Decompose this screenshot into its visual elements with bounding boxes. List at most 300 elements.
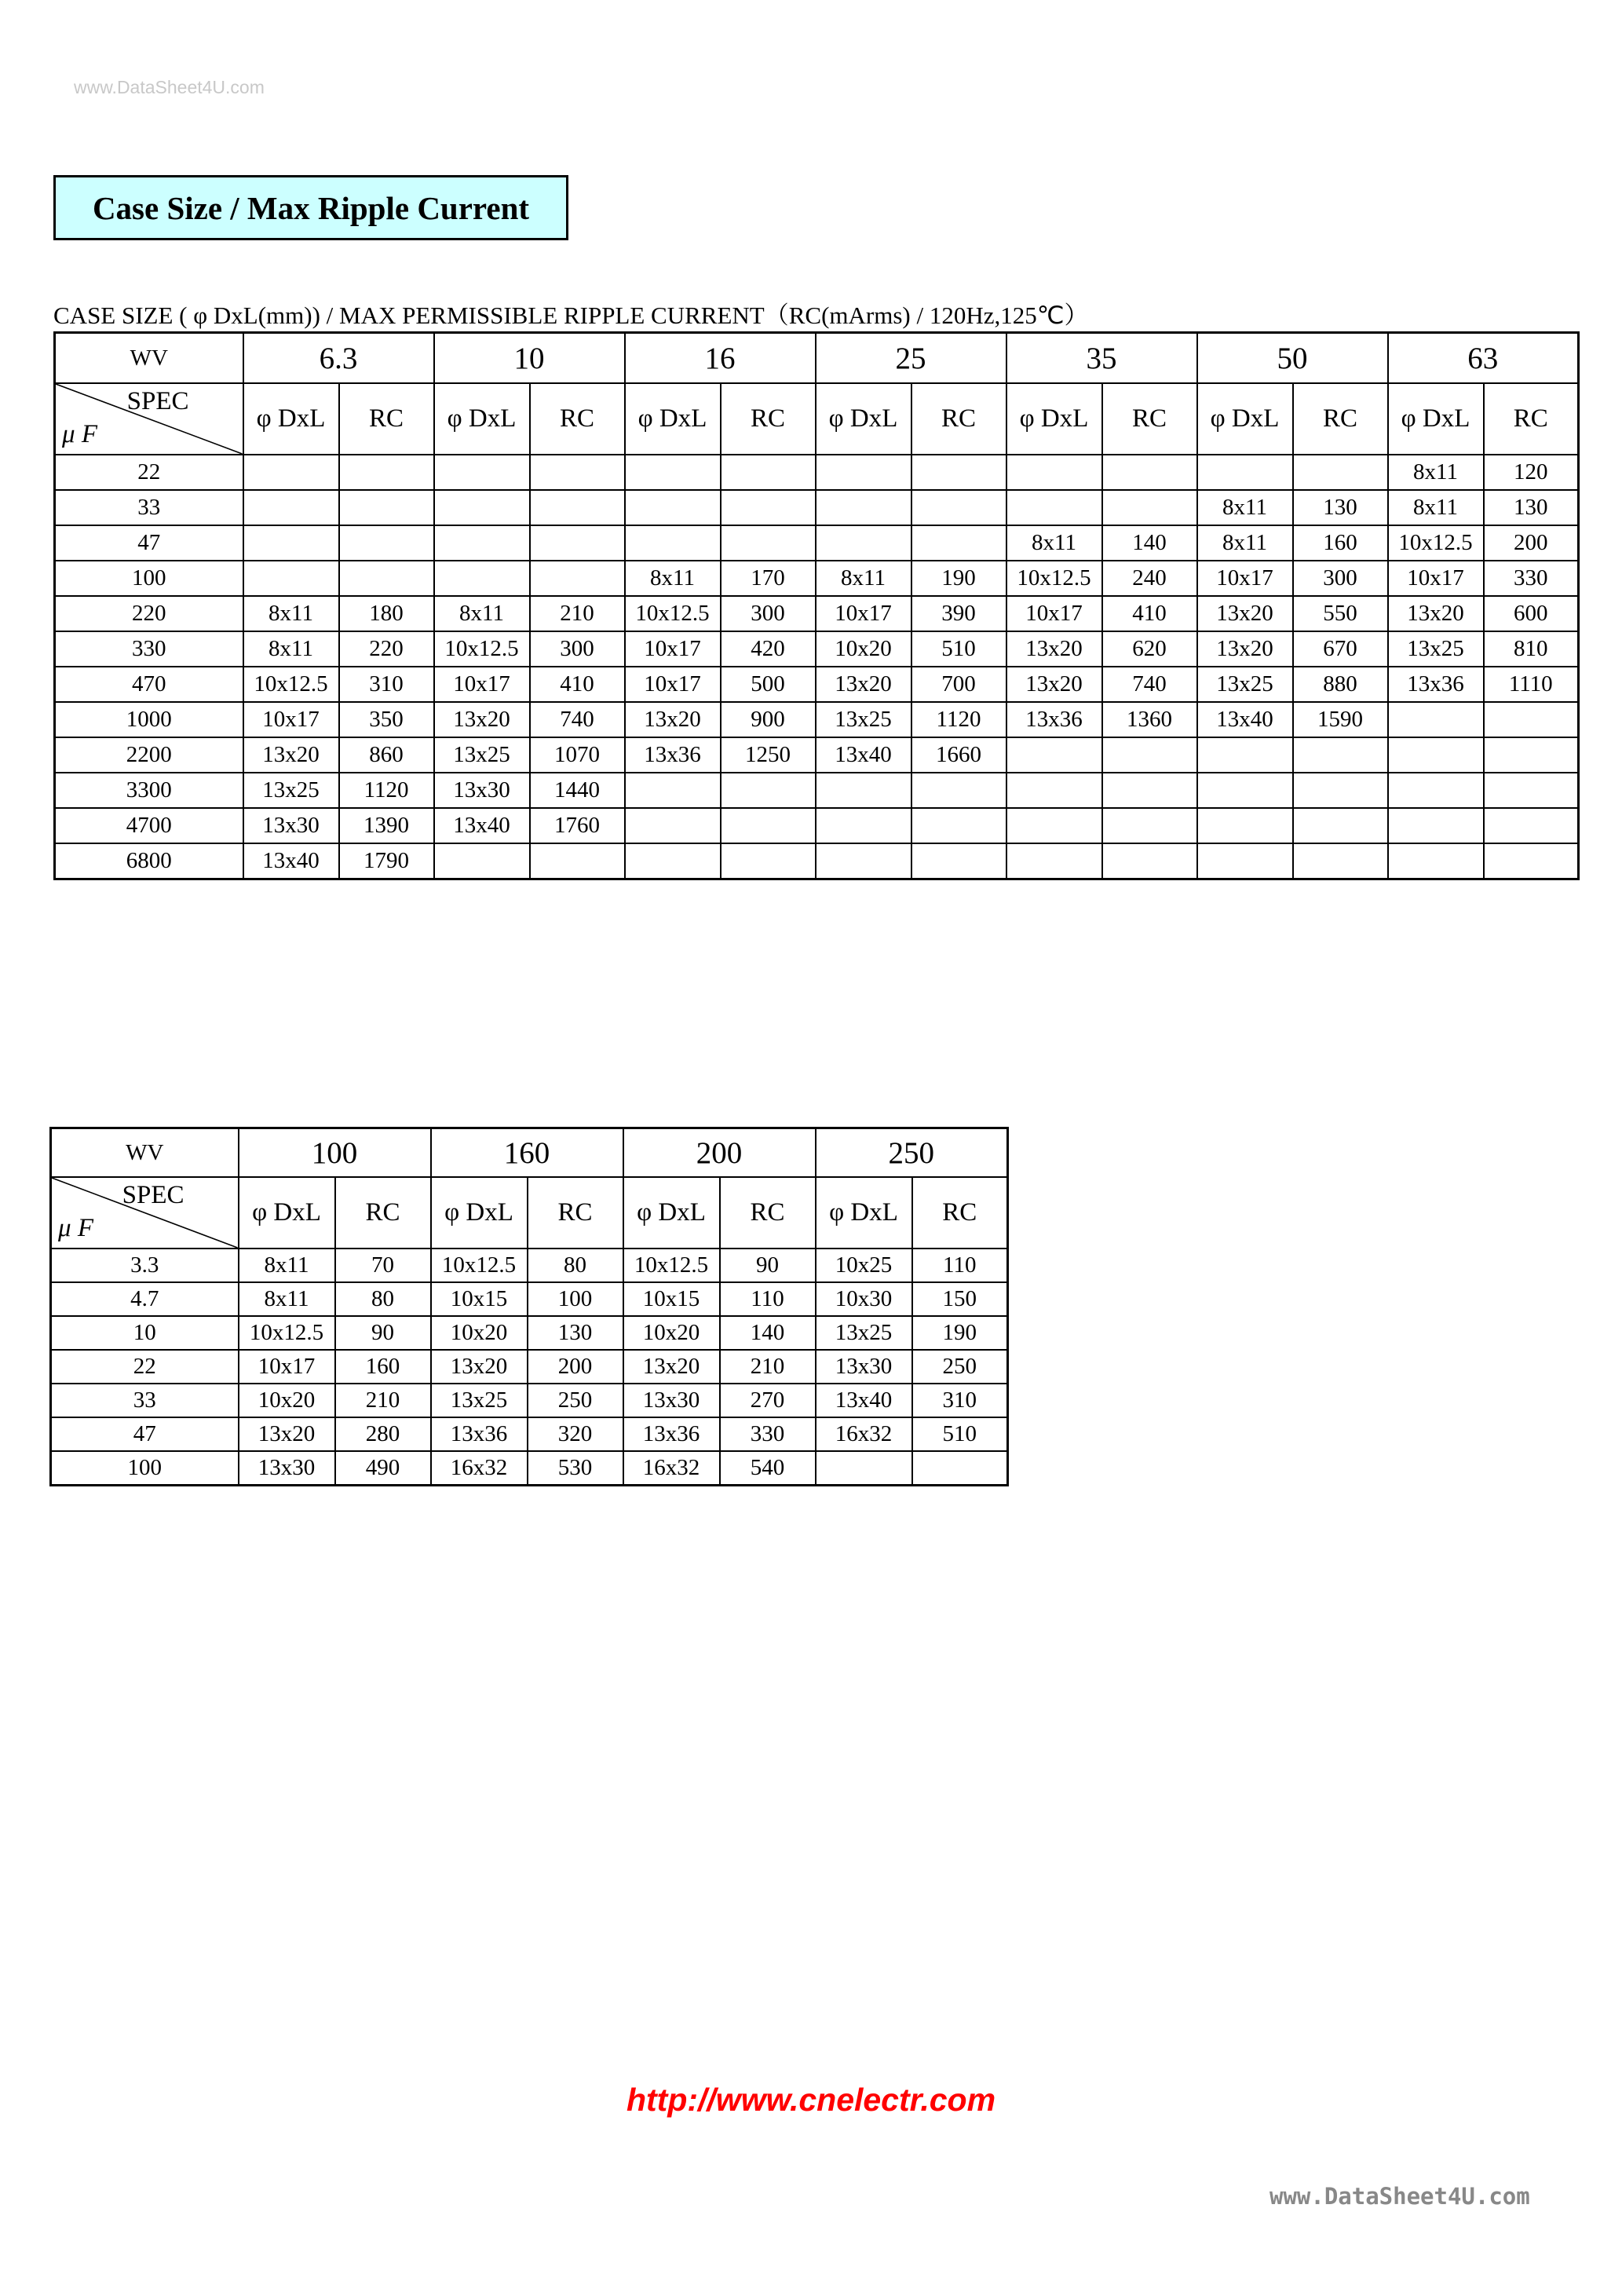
case-size-cell: 13x25 — [1197, 667, 1293, 702]
ripple-current-cell: 740 — [1102, 667, 1197, 702]
case-size-cell: 8x11 — [1388, 455, 1484, 490]
dxl-header: φ DxL — [816, 1177, 912, 1249]
case-size-cell: 10x12.5 — [1388, 525, 1484, 561]
ripple-current-cell: 700 — [911, 667, 1006, 702]
ripple-current-cell — [912, 1451, 1008, 1486]
case-size-cell — [816, 490, 911, 525]
case-size-cell: 13x30 — [239, 1451, 335, 1486]
case-size-cell: 10x25 — [816, 1249, 912, 1282]
ripple-current-cell: 1390 — [339, 808, 434, 843]
dxl-header: φ DxL — [623, 1177, 720, 1249]
ripple-current-cell — [1293, 843, 1388, 879]
case-size-cell — [1006, 843, 1102, 879]
capacitance-cell: 47 — [51, 1417, 239, 1451]
case-size-cell: 13x20 — [1006, 667, 1102, 702]
ripple-current-cell: 210 — [530, 596, 625, 631]
table-row — [55, 667, 1579, 702]
voltage-header: 16 — [625, 333, 816, 384]
ripple-current-cell: 540 — [720, 1451, 816, 1486]
dxl-header: φ DxL — [1006, 383, 1102, 455]
voltage-header: 25 — [816, 333, 1006, 384]
case-size-cell: 10x20 — [623, 1316, 720, 1350]
case-size-cell: 13x20 — [1197, 631, 1293, 667]
ripple-current-cell — [1102, 808, 1197, 843]
ripple-current-cell: 740 — [530, 702, 625, 737]
ripple-current-cell — [339, 455, 434, 490]
ripple-current-cell: 1660 — [911, 737, 1006, 773]
ripple-current-cell — [1293, 737, 1388, 773]
ripple-current-cell: 210 — [720, 1350, 816, 1384]
section-title-text: Case Size / Max Ripple Current — [92, 189, 530, 226]
ripple-current-cell — [530, 561, 625, 596]
ripple-current-cell: 330 — [720, 1417, 816, 1451]
watermark-bottom: www.DataSheet4U.com — [1269, 2183, 1530, 2210]
ripple-current-cell: 210 — [335, 1384, 431, 1417]
case-size-cell — [816, 843, 911, 879]
case-size-cell: 8x11 — [816, 561, 911, 596]
case-size-cell: 10x17 — [239, 1350, 335, 1384]
ripple-current-cell: 410 — [530, 667, 625, 702]
wv-label: WV — [55, 333, 243, 384]
ripple-current-cell: 320 — [528, 1417, 623, 1451]
ripple-current-cell: 180 — [339, 596, 434, 631]
case-size-cell — [1388, 702, 1484, 737]
case-size-cell — [243, 455, 339, 490]
case-size-cell — [434, 525, 530, 561]
ripple-current-cell: 80 — [528, 1249, 623, 1282]
case-size-cell: 10x17 — [434, 667, 530, 702]
ripple-current-cell: 1760 — [530, 808, 625, 843]
rc-header: RC — [339, 383, 434, 455]
voltage-header: 100 — [239, 1128, 431, 1178]
case-size-cell: 8x11 — [243, 596, 339, 631]
uf-label: μ F — [62, 420, 97, 448]
ripple-current-cell — [721, 525, 816, 561]
ripple-current-cell: 130 — [1484, 490, 1579, 525]
ripple-current-cell: 510 — [912, 1417, 1008, 1451]
ripple-current-cell: 270 — [720, 1384, 816, 1417]
voltage-header: 50 — [1197, 333, 1388, 384]
ripple-current-cell: 140 — [720, 1316, 816, 1350]
ripple-current-cell — [1293, 773, 1388, 808]
table-row — [51, 1384, 1008, 1417]
capacitance-cell: 47 — [55, 525, 243, 561]
ripple-current-cell: 420 — [721, 631, 816, 667]
ripple-current-cell: 160 — [335, 1350, 431, 1384]
case-size-cell: 13x20 — [1388, 596, 1484, 631]
rc-header: RC — [721, 383, 816, 455]
case-size-cell — [434, 561, 530, 596]
capacitance-cell: 4.7 — [51, 1282, 239, 1316]
ripple-current-cell: 250 — [528, 1384, 623, 1417]
spec-label: SPEC — [126, 387, 189, 415]
ripple-current-cell: 670 — [1293, 631, 1388, 667]
ripple-current-cell — [530, 455, 625, 490]
capacitance-cell: 3300 — [55, 773, 243, 808]
ripple-current-cell: 80 — [335, 1282, 431, 1316]
ripple-current-cell — [1102, 455, 1197, 490]
case-size-cell — [1388, 773, 1484, 808]
rc-header: RC — [528, 1177, 623, 1249]
case-size-cell — [434, 843, 530, 879]
case-size-cell: 10x12.5 — [434, 631, 530, 667]
table-row — [55, 631, 1579, 667]
ripple-current-cell — [1484, 808, 1579, 843]
capacitance-cell: 330 — [55, 631, 243, 667]
case-size-cell: 13x20 — [816, 667, 911, 702]
case-size-cell: 8x11 — [1197, 525, 1293, 561]
table-row — [55, 702, 1579, 737]
ripple-table-high-voltage — [49, 1127, 1009, 1486]
ripple-current-cell — [339, 525, 434, 561]
case-size-cell: 13x25 — [1388, 631, 1484, 667]
case-size-cell: 13x36 — [623, 1417, 720, 1451]
case-size-cell — [1388, 843, 1484, 879]
case-size-cell: 16x32 — [816, 1417, 912, 1451]
case-size-cell — [625, 455, 721, 490]
case-size-cell: 8x11 — [243, 631, 339, 667]
table-row — [55, 737, 1579, 773]
case-size-cell — [1006, 737, 1102, 773]
ripple-current-cell: 120 — [1484, 455, 1579, 490]
ripple-current-cell: 280 — [335, 1417, 431, 1451]
dxl-header: φ DxL — [816, 383, 911, 455]
voltage-header: 200 — [623, 1128, 816, 1178]
table-row — [55, 808, 1579, 843]
case-size-cell: 10x12.5 — [243, 667, 339, 702]
table-row — [51, 1316, 1008, 1350]
case-size-cell — [816, 808, 911, 843]
case-size-cell — [816, 525, 911, 561]
footer-url-link[interactable]: http://www.cnelectr.com — [626, 2082, 996, 2118]
case-size-cell: 13x20 — [1006, 631, 1102, 667]
case-size-cell: 13x20 — [623, 1350, 720, 1384]
ripple-current-cell: 620 — [1102, 631, 1197, 667]
case-size-cell: 10x12.5 — [1006, 561, 1102, 596]
case-size-cell: 10x12.5 — [623, 1249, 720, 1282]
spec-uf-corner-cell — [51, 1177, 239, 1249]
case-size-cell: 10x17 — [1006, 596, 1102, 631]
ripple-current-cell — [911, 843, 1006, 879]
capacitance-cell: 100 — [51, 1451, 239, 1486]
ripple-current-cell: 550 — [1293, 596, 1388, 631]
table-row — [51, 1282, 1008, 1316]
case-size-cell — [1197, 773, 1293, 808]
case-size-cell: 16x32 — [623, 1451, 720, 1486]
case-size-cell — [816, 773, 911, 808]
case-size-cell: 13x20 — [1197, 596, 1293, 631]
ripple-current-cell: 90 — [335, 1316, 431, 1350]
ripple-current-cell — [1293, 455, 1388, 490]
capacitance-cell: 6800 — [55, 843, 243, 879]
ripple-current-cell: 1790 — [339, 843, 434, 879]
spec-label: SPEC — [122, 1181, 184, 1209]
case-size-cell: 13x30 — [243, 808, 339, 843]
ripple-current-cell: 900 — [721, 702, 816, 737]
ripple-current-cell: 130 — [528, 1316, 623, 1350]
ripple-current-cell: 490 — [335, 1451, 431, 1486]
rc-header: RC — [1484, 383, 1579, 455]
ripple-current-cell: 1440 — [530, 773, 625, 808]
case-size-cell: 10x12.5 — [239, 1316, 335, 1350]
ripple-current-cell: 1120 — [911, 702, 1006, 737]
case-size-cell: 13x25 — [431, 1384, 528, 1417]
case-size-cell: 13x36 — [625, 737, 721, 773]
case-size-cell — [1197, 737, 1293, 773]
case-size-cell: 13x36 — [1006, 702, 1102, 737]
ripple-table-low-voltage — [53, 331, 1580, 880]
ripple-current-cell — [1102, 773, 1197, 808]
table-row — [51, 1249, 1008, 1282]
ripple-current-cell: 190 — [912, 1316, 1008, 1350]
case-size-cell — [1197, 455, 1293, 490]
ripple-current-cell — [721, 455, 816, 490]
ripple-current-cell — [911, 490, 1006, 525]
case-size-cell: 13x40 — [1197, 702, 1293, 737]
ripple-current-cell — [530, 525, 625, 561]
case-size-cell: 8x11 — [625, 561, 721, 596]
capacitance-cell: 4700 — [55, 808, 243, 843]
case-size-cell: 10x20 — [431, 1316, 528, 1350]
ripple-current-cell: 810 — [1484, 631, 1579, 667]
case-size-cell: 10x17 — [816, 596, 911, 631]
capacitance-cell: 470 — [55, 667, 243, 702]
table-row — [51, 1451, 1008, 1486]
table-row — [55, 525, 1579, 561]
case-size-cell: 10x17 — [1388, 561, 1484, 596]
capacitance-cell: 33 — [55, 490, 243, 525]
capacitance-cell: 2200 — [55, 737, 243, 773]
case-size-cell: 13x36 — [431, 1417, 528, 1451]
case-size-cell — [243, 490, 339, 525]
capacitance-cell: 220 — [55, 596, 243, 631]
ripple-current-cell — [1293, 808, 1388, 843]
case-size-cell — [1197, 843, 1293, 879]
watermark-top: www.DataSheet4U.com — [74, 77, 265, 97]
ripple-current-cell: 130 — [1293, 490, 1388, 525]
case-size-cell: 13x20 — [434, 702, 530, 737]
uf-label: μ F — [58, 1214, 93, 1242]
case-size-cell: 10x20 — [239, 1384, 335, 1417]
voltage-header: 35 — [1006, 333, 1197, 384]
capacitance-cell: 22 — [51, 1350, 239, 1384]
case-size-cell — [1388, 737, 1484, 773]
case-size-cell — [1006, 808, 1102, 843]
case-size-cell — [243, 525, 339, 561]
ripple-current-cell — [1102, 843, 1197, 879]
ripple-current-cell: 310 — [339, 667, 434, 702]
ripple-current-cell: 1110 — [1484, 667, 1579, 702]
case-size-cell — [1197, 808, 1293, 843]
ripple-current-cell — [530, 490, 625, 525]
case-size-cell: 8x11 — [434, 596, 530, 631]
ripple-current-cell: 110 — [912, 1249, 1008, 1282]
table-row — [51, 1417, 1008, 1451]
ripple-current-cell: 200 — [528, 1350, 623, 1384]
case-size-cell — [625, 808, 721, 843]
case-size-cell: 13x40 — [243, 843, 339, 879]
case-size-cell — [816, 455, 911, 490]
table-row — [55, 490, 1579, 525]
dxl-header: φ DxL — [239, 1177, 335, 1249]
case-size-cell — [243, 561, 339, 596]
ripple-current-cell — [911, 773, 1006, 808]
dxl-header: φ DxL — [431, 1177, 528, 1249]
case-size-cell: 10x17 — [625, 667, 721, 702]
capacitance-cell: 22 — [55, 455, 243, 490]
case-size-cell: 13x40 — [434, 808, 530, 843]
voltage-header: 6.3 — [243, 333, 434, 384]
ripple-current-cell: 1360 — [1102, 702, 1197, 737]
ripple-current-cell: 250 — [912, 1350, 1008, 1384]
case-size-cell: 10x15 — [623, 1282, 720, 1316]
ripple-current-cell: 190 — [911, 561, 1006, 596]
ripple-current-cell — [721, 843, 816, 879]
voltage-header: 10 — [434, 333, 625, 384]
ripple-current-cell: 240 — [1102, 561, 1197, 596]
case-size-cell: 10x17 — [243, 702, 339, 737]
ripple-current-cell: 880 — [1293, 667, 1388, 702]
ripple-current-cell: 70 — [335, 1249, 431, 1282]
case-size-cell — [625, 843, 721, 879]
voltage-header: 160 — [431, 1128, 623, 1178]
ripple-current-cell: 530 — [528, 1451, 623, 1486]
case-size-cell: 13x20 — [431, 1350, 528, 1384]
case-size-cell: 8x11 — [239, 1249, 335, 1282]
ripple-current-cell: 600 — [1484, 596, 1579, 631]
dxl-header: φ DxL — [1197, 383, 1293, 455]
case-size-cell: 8x11 — [1197, 490, 1293, 525]
capacitance-cell: 33 — [51, 1384, 239, 1417]
capacitance-cell: 100 — [55, 561, 243, 596]
ripple-current-cell — [721, 490, 816, 525]
spec-uf-corner-cell — [55, 383, 243, 455]
ripple-current-cell: 300 — [721, 596, 816, 631]
case-size-cell: 8x11 — [1388, 490, 1484, 525]
ripple-current-cell: 110 — [720, 1282, 816, 1316]
ripple-current-cell: 310 — [912, 1384, 1008, 1417]
case-size-cell — [625, 773, 721, 808]
case-size-cell: 8x11 — [239, 1282, 335, 1316]
table-row — [55, 455, 1579, 490]
case-size-cell: 13x40 — [816, 1384, 912, 1417]
ripple-current-cell — [721, 773, 816, 808]
capacitance-cell: 10 — [51, 1316, 239, 1350]
ripple-current-cell — [339, 561, 434, 596]
ripple-current-cell: 90 — [720, 1249, 816, 1282]
case-size-cell: 13x20 — [625, 702, 721, 737]
rc-header: RC — [335, 1177, 431, 1249]
ripple-current-cell — [721, 808, 816, 843]
ripple-current-cell: 170 — [721, 561, 816, 596]
dxl-header: φ DxL — [1388, 383, 1484, 455]
ripple-current-cell: 500 — [721, 667, 816, 702]
case-size-cell — [1388, 808, 1484, 843]
ripple-current-cell: 1120 — [339, 773, 434, 808]
dxl-header: φ DxL — [434, 383, 530, 455]
ripple-current-cell: 1070 — [530, 737, 625, 773]
dxl-header: φ DxL — [625, 383, 721, 455]
rc-header: RC — [912, 1177, 1008, 1249]
case-size-cell — [625, 490, 721, 525]
case-size-cell — [1006, 455, 1102, 490]
ripple-current-cell: 1250 — [721, 737, 816, 773]
spec-header-row — [55, 383, 1579, 455]
rc-header: RC — [911, 383, 1006, 455]
ripple-current-cell: 300 — [1293, 561, 1388, 596]
case-size-cell: 13x25 — [243, 773, 339, 808]
ripple-current-cell — [1484, 702, 1579, 737]
ripple-current-cell — [530, 843, 625, 879]
ripple-current-cell — [1102, 490, 1197, 525]
table-caption: CASE SIZE ( φ DxL(mm)) / MAX PERMISSIBLE RIPPLE CURRENT（RC(mArms) / 120Hz,125℃） — [53, 302, 1089, 329]
ripple-current-cell: 1590 — [1293, 702, 1388, 737]
ripple-current-cell: 220 — [339, 631, 434, 667]
case-size-cell: 10x17 — [625, 631, 721, 667]
case-size-cell: 13x20 — [239, 1417, 335, 1451]
ripple-current-cell: 200 — [1484, 525, 1579, 561]
case-size-cell — [434, 455, 530, 490]
dxl-header: φ DxL — [243, 383, 339, 455]
ripple-current-cell: 300 — [530, 631, 625, 667]
case-size-cell: 13x36 — [1388, 667, 1484, 702]
ripple-current-cell: 330 — [1484, 561, 1579, 596]
ripple-current-cell: 100 — [528, 1282, 623, 1316]
table-row — [55, 843, 1579, 879]
case-size-cell — [816, 1451, 912, 1486]
ripple-current-cell — [339, 490, 434, 525]
voltage-header-row — [51, 1128, 1008, 1178]
ripple-current-cell: 390 — [911, 596, 1006, 631]
ripple-current-cell: 140 — [1102, 525, 1197, 561]
ripple-current-cell — [911, 455, 1006, 490]
rc-header: RC — [720, 1177, 816, 1249]
case-size-cell: 13x25 — [816, 702, 911, 737]
voltage-header-row — [55, 333, 1579, 384]
case-size-cell: 16x32 — [431, 1451, 528, 1486]
case-size-cell — [434, 490, 530, 525]
spec-header-row — [51, 1177, 1008, 1249]
ripple-current-cell: 160 — [1293, 525, 1388, 561]
table-row — [51, 1350, 1008, 1384]
capacitance-cell: 1000 — [55, 702, 243, 737]
case-size-cell — [1006, 490, 1102, 525]
table-row — [55, 596, 1579, 631]
case-size-cell: 8x11 — [1006, 525, 1102, 561]
table-row — [55, 773, 1579, 808]
case-size-cell: 10x12.5 — [625, 596, 721, 631]
ripple-current-cell: 350 — [339, 702, 434, 737]
wv-label: WV — [51, 1128, 239, 1178]
voltage-header: 63 — [1388, 333, 1579, 384]
voltage-header: 250 — [816, 1128, 1008, 1178]
ripple-current-cell — [1484, 843, 1579, 879]
ripple-current-cell: 860 — [339, 737, 434, 773]
ripple-current-cell: 410 — [1102, 596, 1197, 631]
rc-header: RC — [1293, 383, 1388, 455]
case-size-cell: 13x30 — [623, 1384, 720, 1417]
ripple-current-cell — [1102, 737, 1197, 773]
ripple-current-cell — [1484, 773, 1579, 808]
case-size-cell: 13x25 — [434, 737, 530, 773]
rc-header: RC — [530, 383, 625, 455]
ripple-current-cell — [1484, 737, 1579, 773]
table-row — [55, 561, 1579, 596]
section-title — [53, 175, 568, 240]
case-size-cell: 10x15 — [431, 1282, 528, 1316]
ripple-current-cell — [911, 525, 1006, 561]
case-size-cell — [625, 525, 721, 561]
